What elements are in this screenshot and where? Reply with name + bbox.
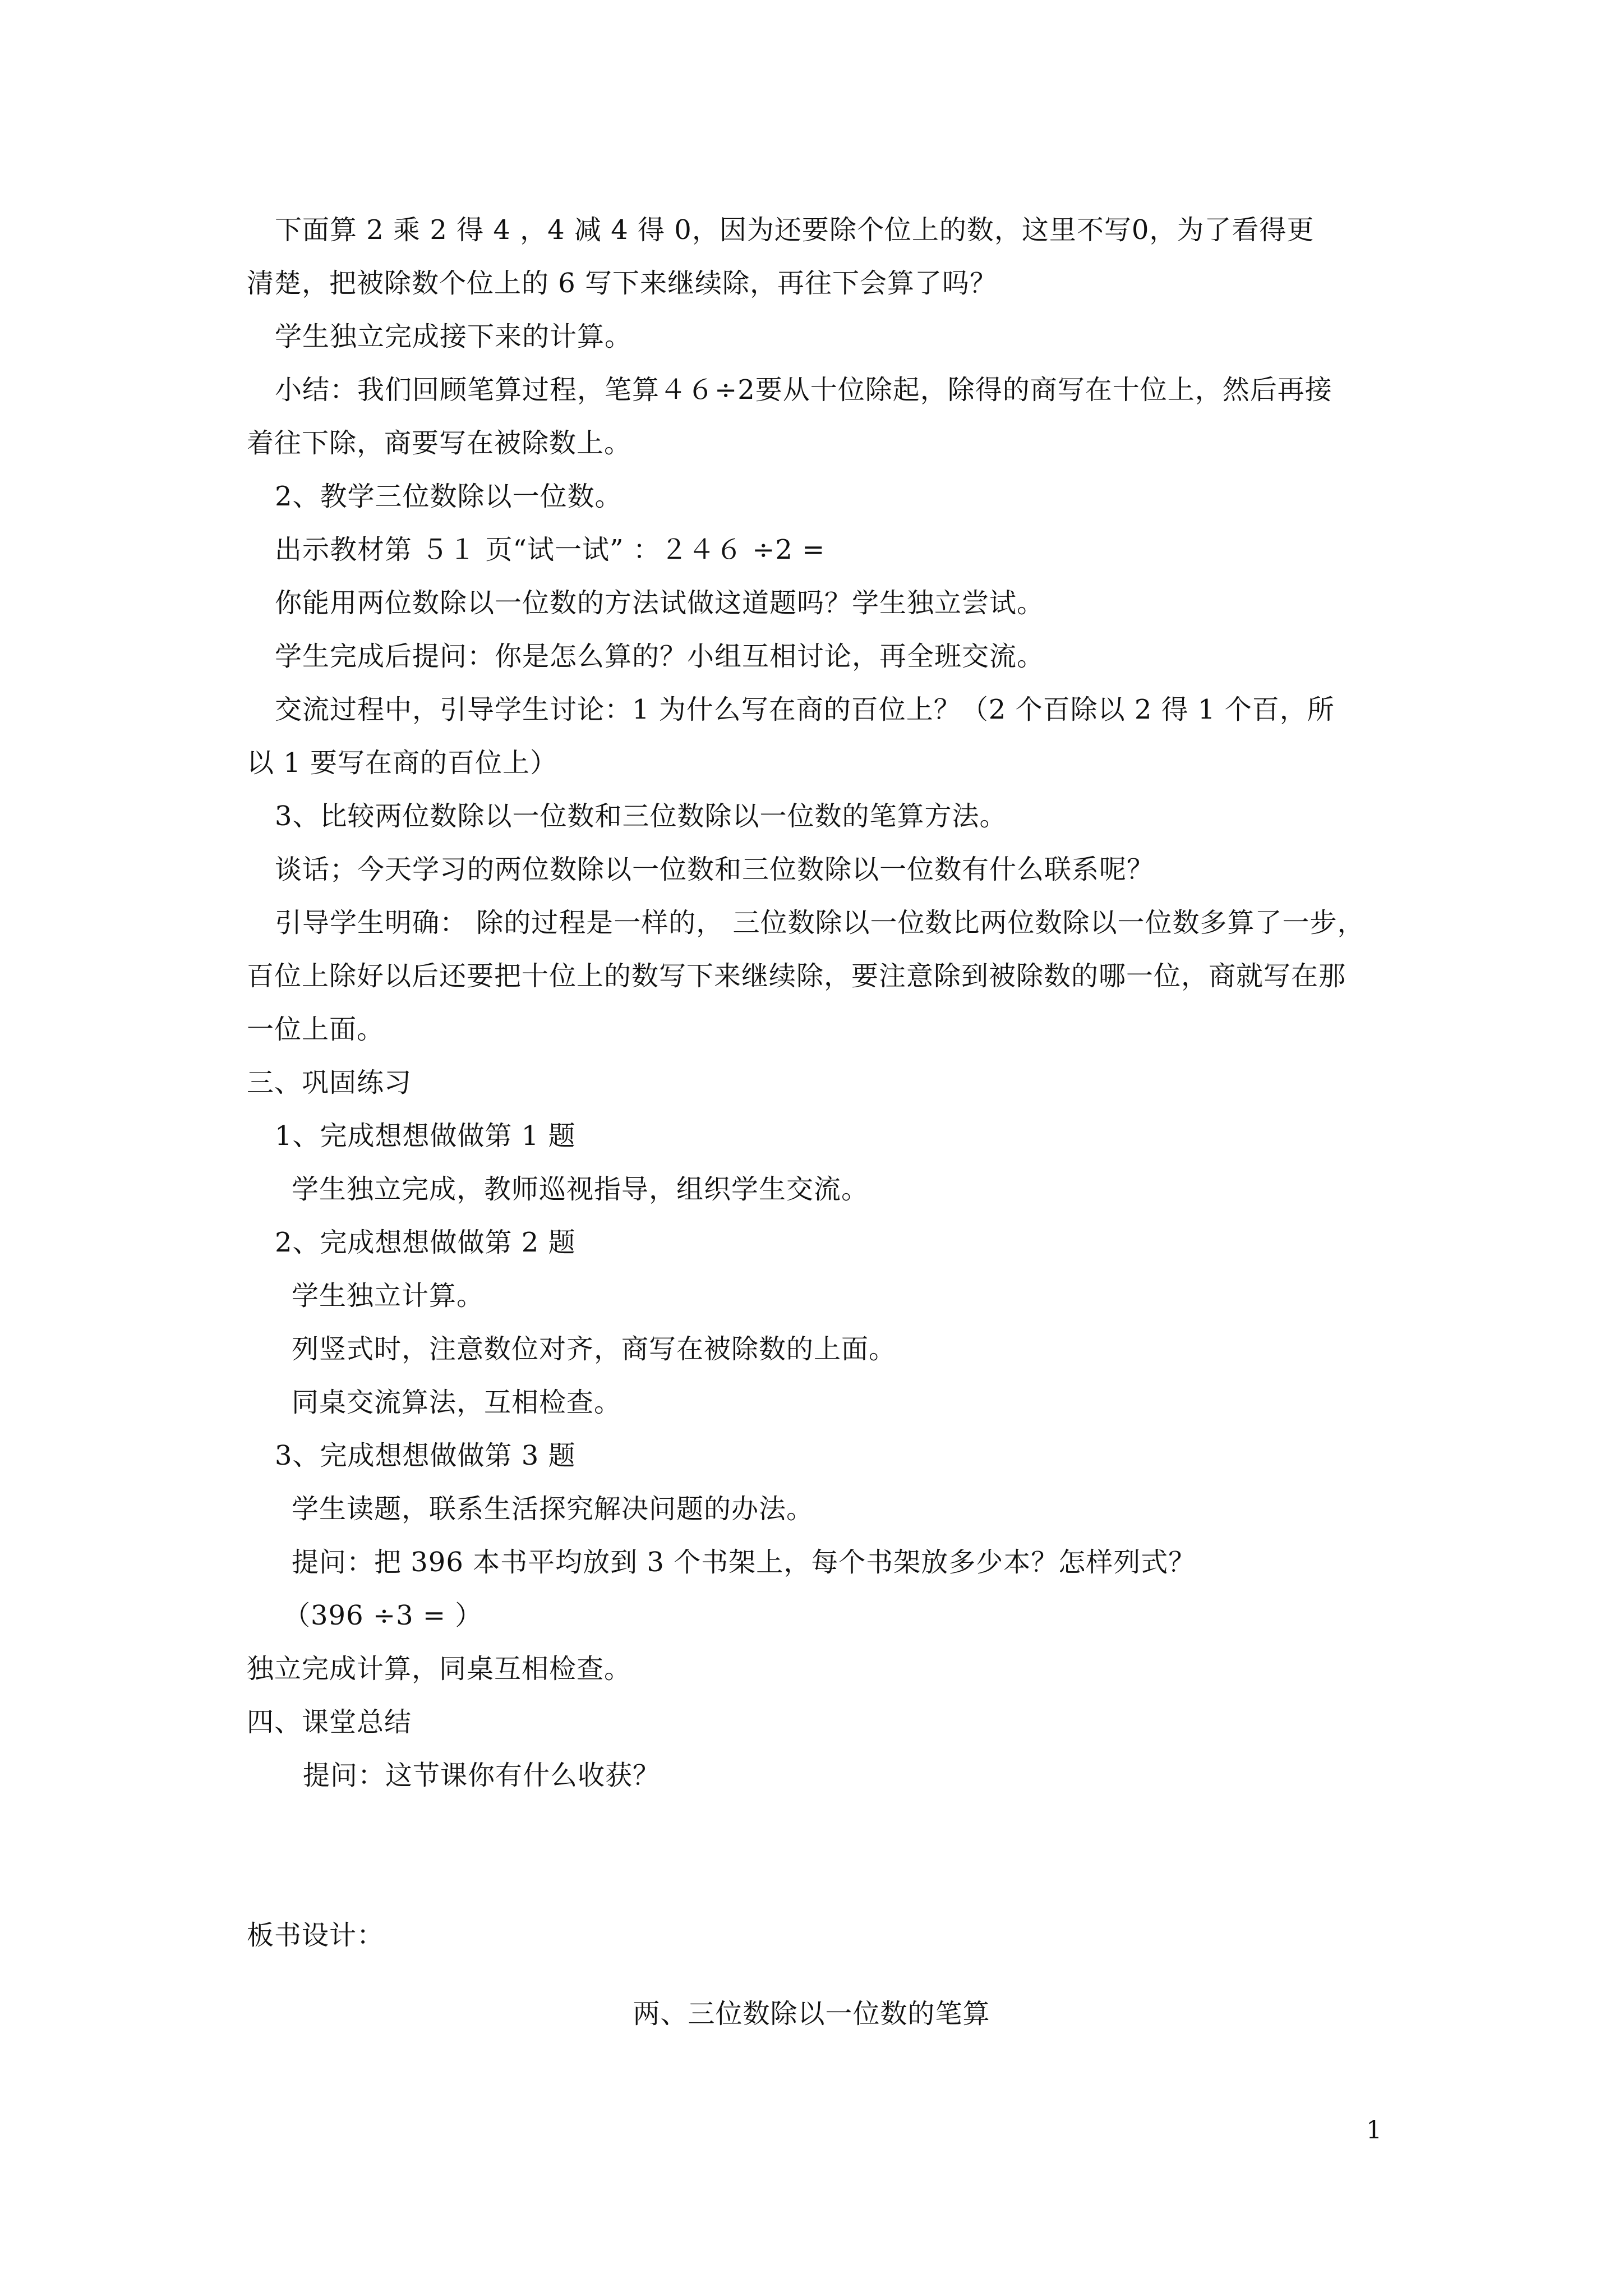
paragraph-line: 谈话；今天学习的两位数除以一位数和三位数除以一位数有什么联系呢？ bbox=[275, 854, 1155, 885]
section-heading: 2、教学三位数除以一位数。 bbox=[275, 481, 623, 512]
paragraph-line: 以 1 要写在商的百位上） bbox=[247, 747, 558, 779]
paragraph-line: 着往下除，商要写在被除数上。 bbox=[247, 427, 632, 459]
paragraph-line: 学生读题，联系生活探究解决问题的办法。 bbox=[292, 1493, 814, 1525]
exercise-heading: 3、完成想想做做第 3 题 bbox=[275, 1440, 576, 1471]
equation-line: （396 ÷3 = ） bbox=[283, 1600, 483, 1631]
paragraph-line: 引导学生明确： 除的过程是一样的， 三位数除以一位数比两位数除以一位数多算了一步， bbox=[275, 907, 1365, 938]
section-heading: 三、巩固练习 bbox=[247, 1067, 412, 1098]
summary-line: 小结：我们回顾笔算过程，笔算４６÷2要从十位除起，除得的商写在十位上，然后再接 bbox=[275, 374, 1332, 406]
paragraph-line: 提问：这节课你有什么收获？ bbox=[303, 1760, 661, 1791]
board-design-label: 板书设计： bbox=[247, 1920, 385, 1951]
paragraph-line: 出示教材第 ５１ 页“试一试” ：２４６ ÷2 = bbox=[275, 534, 826, 565]
section-heading: 3、比较两位数除以一位数和三位数除以一位数的笔算方法。 bbox=[275, 800, 1007, 832]
paragraph-line: 交流过程中，引导学生讨论：1 为什么写在商的百位上？（2 个百除以 2 得 1 个百，所 bbox=[275, 694, 1335, 725]
paragraph-line: 同桌交流算法，互相检查。 bbox=[292, 1387, 622, 1418]
paragraph-line: 学生完成后提问：你是怎么算的？小组互相讨论，再全班交流。 bbox=[275, 641, 1045, 672]
paragraph-line: 百位上除好以后还要把十位上的数写下来继续除，要注意除到被除数的哪一位，商就写在那 bbox=[247, 960, 1347, 992]
paragraph-line: 学生独立计算。 bbox=[292, 1280, 485, 1312]
paragraph-line: 清楚，把被除数个位上的 6 写下来继续除，再往下会算了吗？ bbox=[247, 268, 998, 299]
section-heading: 四、课堂总结 bbox=[247, 1706, 412, 1738]
paragraph-line: 学生独立完成接下来的计算。 bbox=[275, 321, 633, 352]
paragraph-line: 下面算 2 乘 2 得 4 ，4 减 4 得 0，因为还要除个位上的数，这里不写0，为了看得更 bbox=[275, 214, 1315, 246]
board-title: 两、三位数除以一位数的笔算 bbox=[633, 1998, 990, 2030]
paragraph-line: 你能用两位数除以一位数的方法试做这道题吗？学生独立尝试。 bbox=[275, 587, 1045, 619]
page-number: 1 bbox=[1366, 2116, 1382, 2145]
paragraph-line: 列竖式时，注意数位对齐，商写在被除数的上面。 bbox=[292, 1333, 897, 1365]
paragraph-line: 独立完成计算，同桌互相检查。 bbox=[247, 1653, 632, 1685]
paragraph-line: 学生独立完成，教师巡视指导，组织学生交流。 bbox=[292, 1174, 869, 1205]
exercise-heading: 1、完成想想做做第 1 题 bbox=[275, 1120, 576, 1152]
exercise-heading: 2、完成想想做做第 2 题 bbox=[275, 1227, 576, 1258]
paragraph-line: 一位上面。 bbox=[247, 1014, 385, 1045]
paragraph-line: 提问：把 396 本书平均放到 3 个书架上，每个书架放多少本？怎样列式？ bbox=[292, 1547, 1196, 1578]
